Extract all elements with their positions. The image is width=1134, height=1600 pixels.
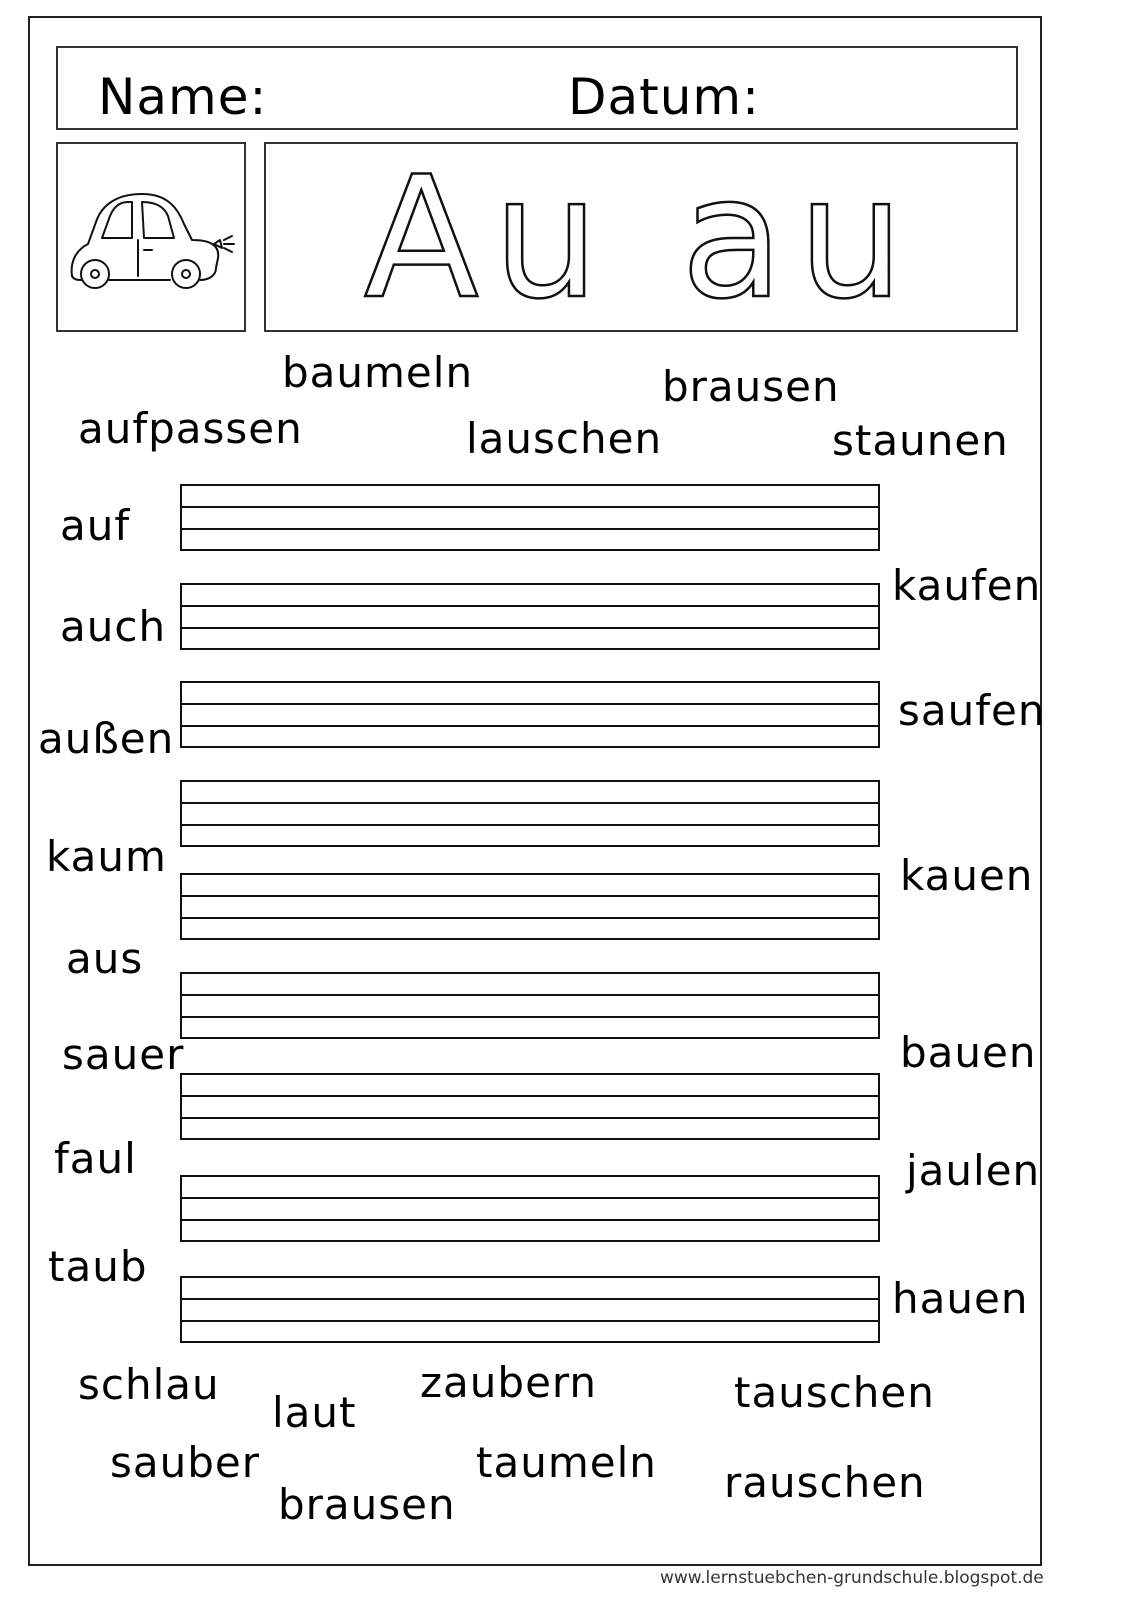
picture-box: [56, 142, 246, 332]
word-auf: auf: [60, 501, 131, 550]
word-kaufen: kaufen: [892, 561, 1042, 610]
word-bauen: bauen: [900, 1028, 1037, 1077]
word-schlau: schlau: [78, 1360, 220, 1409]
writing-lines-2[interactable]: [180, 583, 880, 650]
word-brausen-bottom: brausen: [278, 1480, 456, 1529]
word-sauer: sauer: [62, 1030, 185, 1079]
word-hauen: hauen: [892, 1274, 1029, 1323]
writing-lines-6[interactable]: [180, 972, 880, 1039]
word-taumeln: taumeln: [476, 1438, 657, 1487]
word-laut: laut: [272, 1388, 357, 1437]
writing-lines-3[interactable]: [180, 681, 880, 748]
writing-lines-9[interactable]: [180, 1276, 880, 1343]
word-aus: aus: [66, 934, 144, 983]
word-baumeln: baumeln: [282, 348, 474, 397]
writing-lines-4[interactable]: [180, 780, 880, 847]
word-tauschen: tauschen: [734, 1368, 935, 1417]
word-aussen: außen: [38, 714, 175, 763]
word-lauschen: lauschen: [466, 414, 663, 463]
footer-url: www.lernstuebchen-grundschule.blogspot.de: [660, 1568, 1044, 1588]
word-rauschen: rauschen: [724, 1458, 926, 1507]
writing-lines-1[interactable]: [180, 484, 880, 551]
word-zaubern: zaubern: [420, 1358, 598, 1407]
word-taub: taub: [48, 1242, 148, 1291]
title-letters: [266, 144, 1016, 330]
word-saufen: saufen: [898, 686, 1046, 735]
word-brausen-top: brausen: [662, 362, 840, 411]
word-sauber: sauber: [110, 1438, 261, 1487]
date-label: Datum:: [568, 68, 760, 126]
word-jaulen: jaulen: [906, 1146, 1041, 1195]
writing-lines-8[interactable]: [180, 1175, 880, 1242]
word-kauen: kauen: [900, 851, 1034, 900]
word-kaum: kaum: [46, 832, 167, 881]
word-faul: faul: [54, 1134, 137, 1183]
title-box: [264, 142, 1018, 332]
word-staunen: staunen: [832, 416, 1009, 465]
writing-lines-7[interactable]: [180, 1073, 880, 1140]
car-icon: [58, 144, 244, 330]
word-auch: auch: [60, 602, 167, 651]
writing-lines-5[interactable]: [180, 873, 880, 940]
title-au-au: Au au: [363, 144, 919, 330]
word-aufpassen: aufpassen: [78, 404, 303, 453]
name-label: Name:: [98, 68, 268, 126]
